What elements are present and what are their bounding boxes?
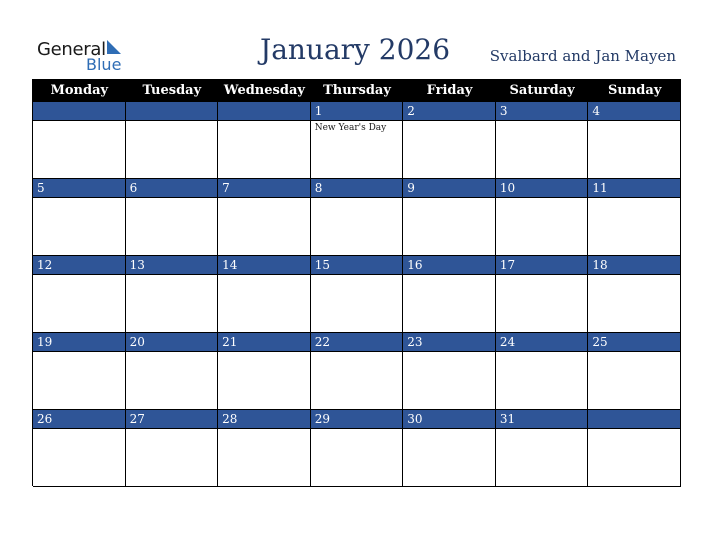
day-cell[interactable] (588, 410, 681, 487)
day-number: 21 (218, 333, 310, 352)
logo-word-blue: Blue (86, 55, 122, 74)
calendar-weeks (33, 102, 681, 487)
weekday-header-monday: Monday (50, 83, 109, 98)
day-cell[interactable] (588, 256, 681, 333)
day-cell[interactable] (218, 102, 311, 179)
day-cell[interactable] (403, 410, 496, 487)
day-number: 19 (33, 333, 125, 352)
day-cell[interactable] (311, 410, 404, 487)
day-number (218, 102, 310, 121)
day-number: 4 (588, 102, 680, 121)
day-number: 13 (126, 256, 218, 275)
day-number: 29 (311, 410, 403, 429)
day-cell[interactable] (588, 179, 681, 256)
holiday-label: New Year's Day (314, 123, 387, 133)
day-number: 24 (496, 333, 588, 352)
day-cell[interactable] (496, 256, 589, 333)
day-cell[interactable] (33, 256, 126, 333)
week-row (33, 179, 681, 256)
day-cell[interactable] (403, 102, 496, 179)
day-cell[interactable] (126, 102, 219, 179)
day-number: 25 (588, 333, 680, 352)
day-cell[interactable] (496, 333, 589, 410)
day-number: 2 (403, 102, 495, 121)
day-number: 28 (218, 410, 310, 429)
day-cell[interactable] (403, 179, 496, 256)
day-number: 23 (403, 333, 495, 352)
day-cell[interactable] (311, 333, 404, 410)
day-cell[interactable] (311, 102, 404, 179)
weekday-header-tuesday: Tuesday (142, 83, 202, 98)
page-title: January 2026 (259, 33, 451, 66)
weekday-header-thursday: Thursday (323, 83, 391, 98)
day-number: 17 (496, 256, 588, 275)
day-number: 18 (588, 256, 680, 275)
day-number (33, 102, 125, 121)
day-cell[interactable] (588, 102, 681, 179)
day-number: 31 (496, 410, 588, 429)
week-row (33, 333, 681, 410)
day-cell[interactable] (496, 102, 589, 179)
day-cell[interactable] (126, 256, 219, 333)
weekday-header-saturday: Saturday (509, 83, 575, 98)
day-cell[interactable] (33, 102, 126, 179)
day-number: 8 (311, 179, 403, 198)
logo-word-general: General (37, 39, 106, 60)
day-number: 1 (311, 102, 403, 121)
week-row (33, 410, 681, 487)
day-number: 27 (126, 410, 218, 429)
day-number: 14 (218, 256, 310, 275)
day-cell[interactable] (218, 410, 311, 487)
day-number: 6 (126, 179, 218, 198)
day-cell[interactable] (33, 179, 126, 256)
region-label: Svalbard and Jan Mayen (489, 47, 676, 65)
weekday-header-sunday: Sunday (608, 83, 662, 98)
day-cell[interactable] (126, 333, 219, 410)
day-number: 16 (403, 256, 495, 275)
day-cell[interactable] (126, 410, 219, 487)
day-cell[interactable] (588, 333, 681, 410)
day-number: 30 (403, 410, 495, 429)
day-cell[interactable] (126, 179, 219, 256)
day-number: 12 (33, 256, 125, 275)
day-cell[interactable] (218, 179, 311, 256)
day-cell[interactable] (33, 333, 126, 410)
weekday-header-row (33, 80, 681, 102)
weekday-header-friday: Friday (426, 83, 473, 98)
day-cell[interactable] (403, 333, 496, 410)
day-cell[interactable] (496, 410, 589, 487)
day-number: 11 (588, 179, 680, 198)
day-number: 20 (126, 333, 218, 352)
day-number: 22 (311, 333, 403, 352)
calendar-grid (32, 79, 681, 486)
week-row (33, 102, 681, 179)
day-number: 10 (496, 179, 588, 198)
day-number: 15 (311, 256, 403, 275)
day-number (126, 102, 218, 121)
day-cell[interactable] (311, 179, 404, 256)
day-cell[interactable] (311, 256, 404, 333)
day-number: 9 (403, 179, 495, 198)
day-number: 7 (218, 179, 310, 198)
day-number: 5 (33, 179, 125, 198)
day-cell[interactable] (218, 333, 311, 410)
day-cell[interactable] (33, 410, 126, 487)
day-cell[interactable] (403, 256, 496, 333)
week-row (33, 256, 681, 333)
day-number: 26 (33, 410, 125, 429)
day-number (588, 410, 680, 429)
day-cell[interactable] (496, 179, 589, 256)
weekday-header-wednesday: Wednesday (223, 83, 305, 98)
day-number: 3 (496, 102, 588, 121)
brand-logo (37, 38, 127, 74)
day-cell[interactable] (218, 256, 311, 333)
